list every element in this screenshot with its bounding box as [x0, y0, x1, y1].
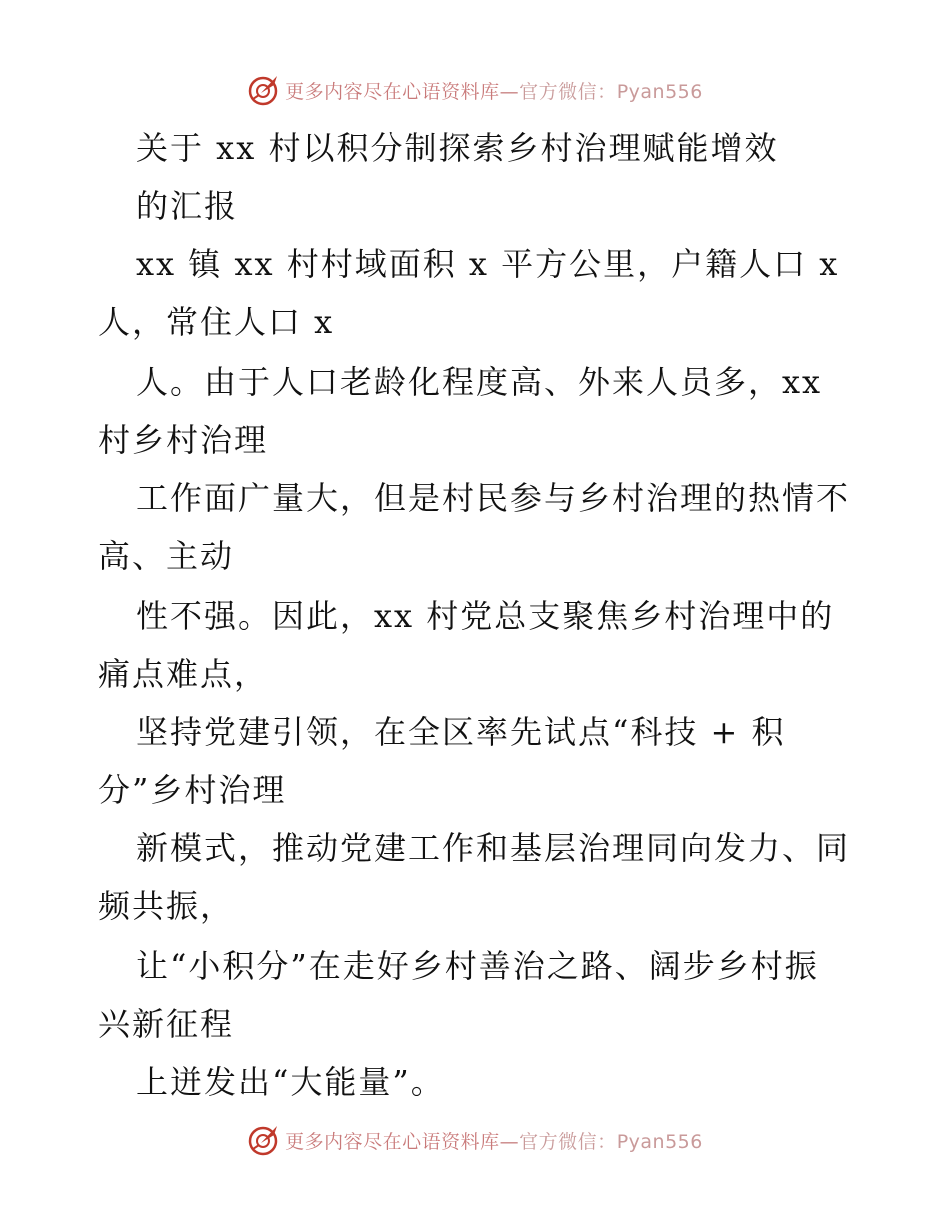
quill-logo-icon: [247, 1123, 281, 1157]
document-paragraph-line: 让“小积分”在走好乡村善治之路、阔步乡村振: [136, 947, 819, 985]
document-paragraph-line: 人。由于人口老龄化程度高、外来人员多，xx: [136, 363, 823, 401]
watermark-text: [285, 1127, 703, 1154]
watermark-wechat-label: 官方微信：: [519, 1130, 617, 1153]
watermark-dash: —: [499, 1130, 520, 1153]
quill-logo-icon: [247, 73, 281, 107]
watermark-site-text: 更多内容尽在心语资料库: [285, 80, 500, 103]
watermark-dash: —: [499, 80, 520, 103]
footer-watermark: [0, 1120, 950, 1160]
document-paragraph-line: 频共振，: [98, 887, 235, 925]
document-paragraph-line: 村乡村治理: [98, 421, 269, 459]
document-paragraph-line: 上迸发出“大能量”。: [136, 1063, 445, 1101]
header-watermark: [0, 70, 950, 110]
document-paragraph-line: 性不强。因此，xx 村党总支聚焦乡村治理中的: [136, 597, 835, 635]
watermark-site-text: 更多内容尽在心语资料库: [285, 1130, 500, 1153]
document-title-line: 关于 xx 村以积分制探索乡村治理赋能增效: [136, 129, 779, 167]
watermark-wechat-label: 官方微信：: [519, 80, 617, 103]
document-paragraph-line: 坚持党建引领，在全区率先试点“科技 + 积: [136, 713, 786, 751]
document-paragraph-line: 痛点难点，: [98, 655, 269, 693]
watermark-text: [285, 77, 703, 104]
watermark-wechat-id: Pyan556: [616, 80, 703, 103]
document-paragraph-line: 工作面广量大，但是村民参与乡村治理的热情不: [136, 479, 851, 517]
document-paragraph-line: xx 镇 xx 村村域面积 x 平方公里，户籍人口 x: [136, 245, 840, 283]
document-paragraph-line: 新模式，推动党建工作和基层治理同向发力、同: [136, 829, 851, 867]
document-paragraph-line: 兴新征程: [98, 1005, 235, 1043]
document-paragraph-line: 人，常住人口 x: [98, 303, 335, 341]
document-paragraph-line: 高、主动: [98, 537, 235, 575]
document-title-line: 的汇报: [136, 187, 239, 225]
document-paragraph-line: 分”乡村治理: [98, 771, 287, 809]
watermark-wechat-id: Pyan556: [616, 1130, 703, 1153]
